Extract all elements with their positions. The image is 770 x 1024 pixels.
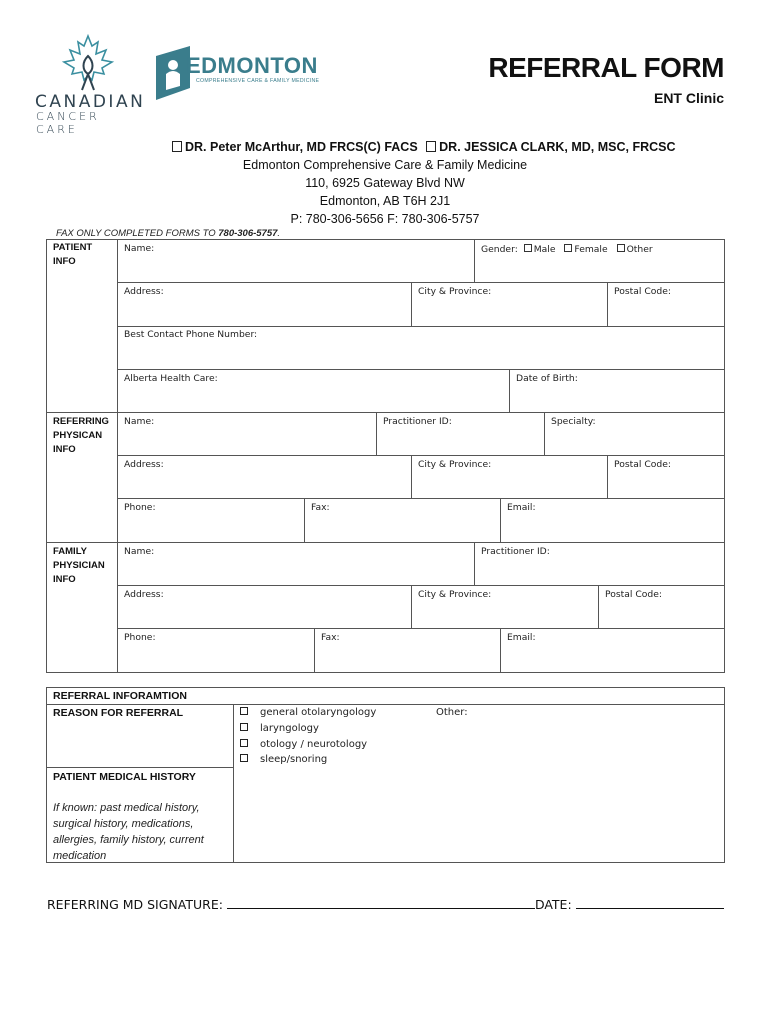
family-phone-field[interactable]: Phone: <box>124 632 156 643</box>
patient-dob-field[interactable]: Date of Birth: <box>516 373 578 384</box>
referral-info-heading: REFERRAL INFORAMTION <box>53 690 187 702</box>
clinic-phone-fax: P: 780-306-5656 F: 780-306-5757 <box>290 212 480 226</box>
reason-option-laryngology[interactable]: laryngology <box>240 723 319 734</box>
doctor-line <box>172 140 676 154</box>
referring-postal-field[interactable]: Postal Code: <box>614 459 671 470</box>
form-title: REFERRAL FORM <box>488 52 724 83</box>
family-physician-section-label: FAMILY PHYSICIAN INFO <box>53 546 105 585</box>
reason-for-referral-label: REASON FOR REFERRAL <box>53 707 184 719</box>
family-city-field[interactable]: City & Province: <box>418 589 492 600</box>
date-label: DATE: <box>534 897 572 912</box>
gender-other-checkbox[interactable] <box>617 244 625 252</box>
reason-option-general[interactable]: general otolaryngology <box>240 707 376 718</box>
referring-specialty-field[interactable]: Specialty: <box>551 416 596 427</box>
clinic-address-2: Edmonton, AB T6H 2J1 <box>319 194 451 208</box>
clinic-name: Edmonton Comprehensive Care & Family Medicine <box>242 158 528 172</box>
gender-female-checkbox[interactable] <box>564 244 572 252</box>
gender-male-checkbox[interactable] <box>524 244 532 252</box>
reason-option-otology[interactable]: otology / neurotology <box>240 739 367 750</box>
logo-line-cancer-care: CANCER CARE <box>36 110 100 136</box>
signature-label: REFERRING MD SIGNATURE: <box>47 897 223 912</box>
maple-leaf-ribbon-icon <box>58 34 118 94</box>
form-subtitle: ENT Clinic <box>653 90 724 106</box>
edmonton-emblem-icon <box>156 46 190 100</box>
reason-otology-checkbox[interactable] <box>240 739 248 747</box>
family-address-field[interactable]: Address: <box>124 589 164 600</box>
family-fax-field[interactable]: Fax: <box>321 632 340 643</box>
signature-line[interactable] <box>47 896 724 912</box>
patient-info-section-label: PATIENT INFO <box>53 242 93 267</box>
canadian-cancer-care-logo <box>30 34 146 136</box>
reason-other-field[interactable]: Other: <box>436 707 468 718</box>
clinic-address-1: 110, 6925 Gateway Blvd NW <box>305 176 465 190</box>
referring-physician-section-label: REFERRING PHYSICAN INFO <box>53 416 109 455</box>
family-postal-field[interactable]: Postal Code: <box>605 589 662 600</box>
doctor1-checkbox[interactable] <box>172 141 182 152</box>
referring-address-field[interactable]: Address: <box>124 459 164 470</box>
family-email-field[interactable]: Email: <box>507 632 536 643</box>
family-practitioner-field[interactable]: Practitioner ID: <box>481 546 550 557</box>
doctor2-checkbox[interactable] <box>426 141 436 152</box>
fax-note: FAX ONLY COMPLETED FORMS TO 780-306-5757. <box>56 228 281 239</box>
referring-name-field[interactable]: Name: <box>124 416 155 427</box>
medical-history-note: If known: past medical history, surgical history, medications, allergies, family history, current medication <box>53 802 204 862</box>
patient-name-field[interactable]: Name: <box>124 243 155 254</box>
signature-blank[interactable] <box>227 896 535 909</box>
fax-number: 780-306-5757 <box>218 228 278 239</box>
patient-health-care-field[interactable]: Alberta Health Care: <box>124 373 218 384</box>
edmonton-logo <box>156 46 356 101</box>
edmonton-wordmark: EDMONTON <box>186 53 318 78</box>
reason-general-checkbox[interactable] <box>240 707 248 715</box>
medical-history-label: PATIENT MEDICAL HISTORY <box>53 771 196 783</box>
reason-sleep-checkbox[interactable] <box>240 754 248 762</box>
referring-email-field[interactable]: Email: <box>507 502 536 513</box>
referring-city-field[interactable]: City & Province: <box>418 459 492 470</box>
edmonton-tagline: COMPREHENSIVE CARE & FAMILY MEDICINE <box>196 78 320 84</box>
referring-practitioner-field[interactable]: Practitioner ID: <box>383 416 452 427</box>
doctor2-name: DR. JESSICA CLARK, MD, MSC, FRCSC <box>439 140 676 154</box>
family-name-field[interactable]: Name: <box>124 546 155 557</box>
medical-history-input-area[interactable] <box>234 768 724 862</box>
patient-address-field[interactable]: Address: <box>124 286 164 297</box>
patient-city-field[interactable]: City & Province: <box>418 286 492 297</box>
logo-line-canadian: CANADIAN <box>35 92 146 112</box>
patient-phone-field[interactable]: Best Contact Phone Number: <box>124 329 258 340</box>
patient-gender-field[interactable]: Gender: Male Female Other <box>481 244 653 255</box>
patient-postal-field[interactable]: Postal Code: <box>614 286 671 297</box>
date-blank[interactable] <box>576 896 724 909</box>
referring-fax-field[interactable]: Fax: <box>311 502 330 513</box>
doctor1-name: DR. Peter McArthur, MD FRCS(C) FACS <box>185 140 418 154</box>
reason-option-sleep[interactable]: sleep/snoring <box>240 754 327 765</box>
referring-phone-field[interactable]: Phone: <box>124 502 156 513</box>
reason-laryngology-checkbox[interactable] <box>240 723 248 731</box>
